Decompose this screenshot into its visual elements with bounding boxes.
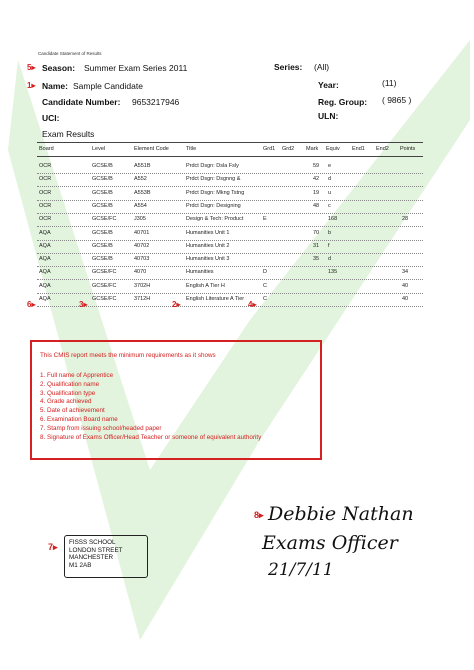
cmis-requirements-box <box>30 340 322 460</box>
season-label: Season: <box>42 63 76 73</box>
cmis-item: 8. Signature of Exams Officer/Head Teacher or someone of equivalent authority <box>40 433 262 441</box>
cell-title: Prdct Dsgn: Dsla Fsly <box>186 163 239 169</box>
cell-mark: 19 <box>313 189 320 196</box>
cell-level: GCSE/B <box>92 202 113 209</box>
row-divider <box>37 173 423 174</box>
candidate-number-value: 9653217946 <box>132 97 180 107</box>
address-line: MANCHESTER <box>69 554 114 562</box>
signature-name: Debbie Nathan <box>268 503 414 525</box>
cell-title: Humanities <box>186 269 214 276</box>
cell-level: GCSE/B <box>92 189 113 196</box>
cell-title: Humanities Unit 2 <box>186 242 230 249</box>
cell-level: GCSE/B <box>92 256 113 263</box>
cell-element-code: A552 <box>134 176 147 183</box>
reg-group-value: ( 9865 ) <box>382 95 412 105</box>
cell-board: OCR <box>39 202 52 209</box>
row-divider <box>37 266 423 267</box>
cell-grd1: C <box>263 282 267 289</box>
cell-title: Humanities Unit 1 <box>186 229 230 236</box>
marker-1: 1▸ <box>27 81 36 90</box>
cell-level: GCSE/B <box>92 163 113 169</box>
marker-8: 8▸ <box>254 510 264 520</box>
cmis-item: 6. Examination Board name <box>40 415 118 423</box>
col-header-grd1: Grd1 <box>263 146 276 152</box>
cell-level: GCSE/B <box>92 176 113 183</box>
cell-grd1: E <box>263 216 267 223</box>
cell-element-code: A551B <box>134 163 151 169</box>
name-value: Sample Candidate <box>73 81 143 91</box>
cell-equiv: f <box>328 242 330 249</box>
row-divider <box>37 213 423 214</box>
table-header-rule <box>37 156 423 157</box>
cell-board: OCR <box>39 176 52 183</box>
cmis-item: 3. Qualification type <box>40 389 96 397</box>
cell-board: OCR <box>39 189 52 196</box>
cell-element-code: A554 <box>134 202 147 209</box>
cell-equiv: b <box>328 229 332 236</box>
row-divider <box>37 226 423 227</box>
cell-element-code: A553B <box>134 189 151 196</box>
cell-element-code: 3702H <box>134 282 151 289</box>
cell-level: GCSE/B <box>92 242 113 249</box>
col-header-level: Level <box>92 146 106 152</box>
cell-level: GCSE/FC <box>92 269 117 276</box>
uci-label: UCI: <box>42 113 60 123</box>
cell-mark: 59 <box>313 163 320 169</box>
candidate-number-label: Candidate Number: <box>42 97 121 107</box>
cell-level: GCSE/FC <box>92 296 117 302</box>
col-header-points: Points <box>400 146 416 152</box>
cell-title: Prdct Dsgn: Designing <box>186 202 241 209</box>
col-header-element-code: Element Code <box>134 146 169 152</box>
cell-level: GCSE/B <box>92 229 113 236</box>
signature-date: 21/7/11 <box>268 560 334 580</box>
cmis-list <box>40 372 261 442</box>
cell-equiv: d <box>328 256 332 263</box>
cell-element-code: 4070 <box>134 269 147 276</box>
cell-equiv: 135 <box>328 269 338 276</box>
cell-board: AQA <box>39 282 51 289</box>
cell-board: AQA <box>39 296 51 302</box>
cell-element-code: J305 <box>134 216 146 223</box>
row-divider <box>37 200 423 201</box>
cell-title: Prdct Dsgn: Dsgnng & <box>186 176 241 183</box>
cell-element-code: 40701 <box>134 229 150 236</box>
cmis-item: 4. Grade achieved <box>40 398 92 406</box>
cmis-item: 2. Qualification name <box>40 380 100 388</box>
row-divider <box>37 253 423 254</box>
cell-title: Design & Tech: Product <box>186 216 244 223</box>
col-header-mark: Mark <box>306 146 319 152</box>
cell-mark: 70 <box>313 229 320 236</box>
cell-equiv: c <box>328 202 331 209</box>
cmis-item: 1. Full name of Apprentice <box>40 372 114 379</box>
cmis-item: 5. Date of achievement <box>40 407 105 415</box>
address-line: FISSS SCHOOL <box>69 539 116 546</box>
cell-element-code: 3712H <box>134 296 151 302</box>
year-value: (11) <box>382 78 397 88</box>
cell-element-code: 40703 <box>134 256 150 263</box>
cell-board: AQA <box>39 256 51 263</box>
cell-points: 40 <box>402 296 409 302</box>
header-small: Candidate Statement of Results <box>38 51 102 56</box>
series-value: (All) <box>314 62 330 72</box>
col-header-title: Title <box>186 146 197 152</box>
cell-board: OCR <box>39 163 52 169</box>
cell-points: 40 <box>402 282 409 289</box>
cell-equiv: 168 <box>328 216 338 223</box>
col-header-grd2: Grd2 <box>282 146 295 152</box>
cell-equiv: d <box>328 176 332 183</box>
reg-group-label: Reg. Group: <box>318 97 368 107</box>
signature-role: Exams Officer <box>262 532 398 554</box>
marker-2: 2▸ <box>172 300 181 309</box>
col-header-equiv: Equiv <box>326 146 340 152</box>
cmis-intro: This CMIS report meets the minimum requirements as it shows <box>40 352 216 359</box>
exam-results-title: Exam Results <box>42 129 95 139</box>
cell-mark: 42 <box>313 176 320 183</box>
cell-title: English A Tier H <box>186 282 225 289</box>
cell-mark: 48 <box>313 202 320 209</box>
cell-element-code: 40702 <box>134 242 150 249</box>
cell-points: 28 <box>402 216 409 223</box>
marker-5: 5▸ <box>27 63 36 72</box>
marker-3: 3▸ <box>79 300 88 309</box>
row-divider <box>37 240 423 241</box>
col-header-end1: End1 <box>352 146 365 152</box>
col-header-board: Board <box>39 146 54 152</box>
cmis-item: 7. Stamp from issuing school/headed paper <box>40 424 162 432</box>
cell-level: GCSE/FC <box>92 282 117 289</box>
series-label: Series: <box>274 62 303 72</box>
row-divider <box>37 186 423 187</box>
row-divider <box>37 293 423 294</box>
cell-title: Humanities Unit 3 <box>186 256 230 263</box>
row-divider <box>37 306 423 307</box>
cell-equiv: e <box>328 163 332 169</box>
cell-points: 34 <box>402 269 409 276</box>
address-line: M1 2AB <box>69 561 92 569</box>
address-line: LONDON STREET <box>69 546 123 554</box>
cell-mark: 31 <box>313 242 320 249</box>
col-header-end2: End2 <box>376 146 389 152</box>
cell-title: English Literature A Tier <box>186 296 245 302</box>
table-top-rule <box>37 142 423 143</box>
row-divider <box>37 279 423 280</box>
marker-6: 6▸ <box>27 300 36 309</box>
cell-grd1: D <box>263 269 267 276</box>
cell-board: AQA <box>39 269 51 276</box>
cell-grd1: C <box>263 296 267 302</box>
marker-7: 7▸ <box>48 542 58 552</box>
uln-label: ULN: <box>318 111 339 121</box>
cell-board: AQA <box>39 242 51 249</box>
cell-board: AQA <box>39 229 51 236</box>
cell-level: GCSE/FC <box>92 216 117 223</box>
cell-mark: 35 <box>313 256 320 263</box>
cell-title: Prdct Dsgn: Mkng Tstng <box>186 189 245 196</box>
year-label: Year: <box>318 80 339 90</box>
name-label: Name: <box>42 81 68 91</box>
season-value: Summer Exam Series 2011 <box>84 63 188 73</box>
cell-equiv: u <box>328 189 332 196</box>
marker-4: 4▸ <box>248 300 257 309</box>
school-address-stamp <box>64 535 148 578</box>
cell-board: OCR <box>39 216 52 223</box>
